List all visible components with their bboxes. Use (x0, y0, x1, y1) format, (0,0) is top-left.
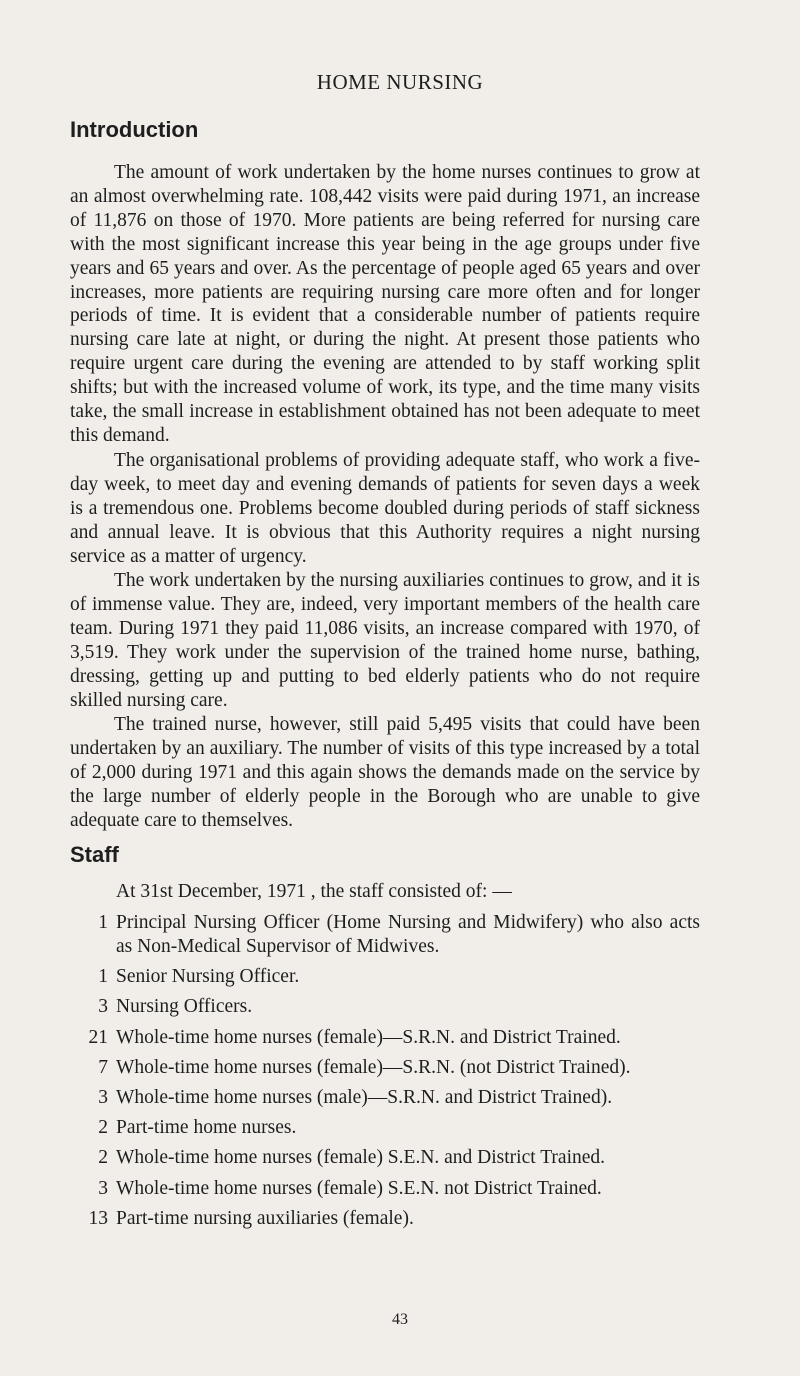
staff-item (70, 911, 700, 959)
staff-description: Part-time nursing auxiliaries (female). (116, 1207, 414, 1229)
staff-count: 7 (98, 1056, 108, 1078)
staff-description: Whole-time home nurses (female) S.E.N. and District Trained. (116, 1147, 606, 1169)
staff-intro: At 31st December, 1971 , the staff consisted of: — (116, 881, 512, 902)
staff-item (70, 965, 700, 989)
staff-count: 2 (98, 1147, 108, 1169)
staff-description: Part-time home nurses. (116, 1117, 297, 1139)
staff-item (70, 1177, 700, 1201)
staff-description: Principal Nursing Officer (Home Nursing and Midwifery) who also acts as Non-Medical Supervisor of Midwives. (116, 912, 700, 957)
staff-count: 13 (88, 1207, 108, 1229)
staff-count: 3 (98, 996, 108, 1018)
staff-count: 1 (98, 912, 108, 933)
paragraph-1: The amount of work undertaken by the home nurses continues to grow at an almost overwhelming rate. 108,442 visits were paid during 1971, an increase of 11,876 on those of 1970. More patients are being referred for nursing care with the most significant increase this year being in the age groups under five years and 65 years and over. As the percentage of people aged 65 years and over increases, more patients are requiring nursing care more often and for longer periods of time. It is evident that a considerable number of patients require nursing care late at night, or during the night. At present those patients who require urgent care during the evening are attended to by staff working split shifts; but with the increased volume of work, its type, and the time many visits take, the small increase in establishment obtained has not been adequate to meet this demand. (70, 162, 700, 446)
staff-count: 3 (98, 1177, 108, 1199)
page-number: 43 (392, 1311, 408, 1328)
staff-description: Nursing Officers. (116, 996, 253, 1018)
staff-item (70, 1026, 700, 1050)
staff-description: Whole-time home nurses (female) S.E.N. not District Trained. (116, 1177, 602, 1199)
paragraph-2: The organisational problems of providing adequate staff, who work a five-day week, to meet day and evening demands of patients for seven days a week is a tremendous one. Problems become doubled during periods of staff sickness and annual leave. It is obvious that this Authority requires a night nursing service as a matter of urgency. (70, 450, 700, 567)
staff-item (70, 1146, 700, 1170)
introduction-heading: Introduction (70, 117, 199, 142)
staff-item (70, 1207, 700, 1231)
paragraph-4: The trained nurse, however, still paid 5,495 visits that could have been undertaken by an auxiliary. The number of visits of this type increased by a total of 2,000 during 1971 and this again shows the demands made on the service by the large number of elderly people in the Borough who are unable to give adequate care to themselves. (70, 714, 700, 831)
staff-description: Whole-time home nurses (female)—S.R.N. and District Trained. (116, 1026, 621, 1048)
staff-description: Whole-time home nurses (female)—S.R.N. (not District Trained). (116, 1056, 631, 1078)
staff-heading: Staff (70, 842, 119, 867)
paragraph-3: The work undertaken by the nursing auxiliaries continues to grow, and it is of immense value. They are, indeed, very important members of the health care team. During 1971 they paid 11,086 visits, an increase compared with 1970, of 3,519. They work under the supervision of the trained home nurse, bathing, dressing, getting up and putting to bed elderly patients who do not require skilled nursing care. (70, 570, 700, 711)
page-title: HOME NURSING (316, 70, 484, 94)
staff-list (70, 911, 700, 1237)
staff-item (70, 1086, 700, 1110)
staff-item (70, 1116, 700, 1140)
staff-count: 1 (98, 966, 108, 988)
staff-description: Whole-time home nurses (male)—S.R.N. and District Trained). (116, 1086, 613, 1108)
staff-count: 2 (98, 1117, 108, 1139)
staff-description: Senior Nursing Officer. (116, 966, 300, 988)
staff-count: 21 (88, 1026, 108, 1048)
staff-item (70, 1056, 700, 1080)
staff-count: 3 (98, 1086, 108, 1108)
staff-item (70, 995, 700, 1019)
